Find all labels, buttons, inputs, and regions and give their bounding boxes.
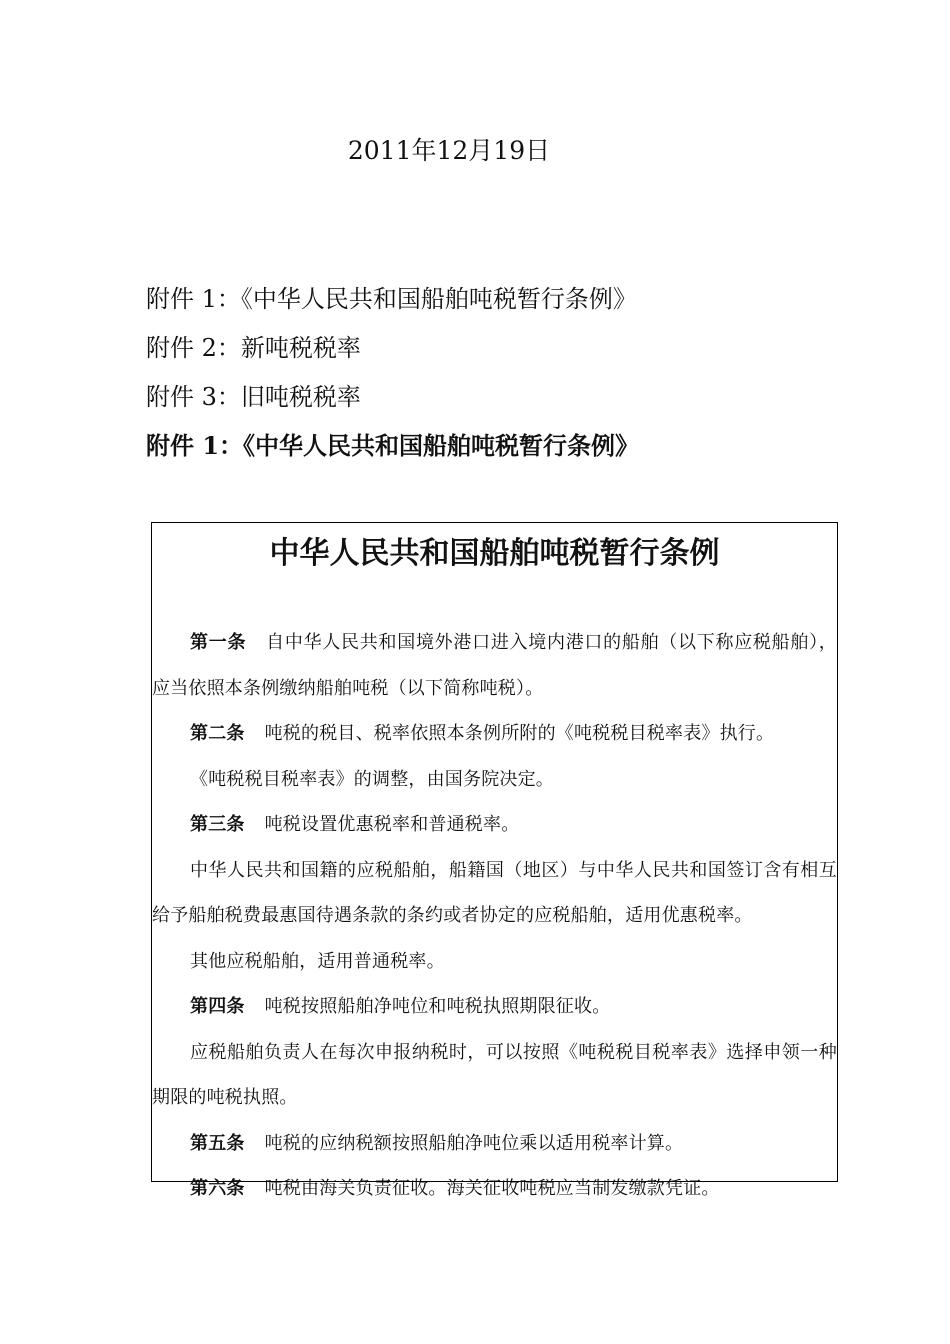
article-paragraph xyxy=(152,1166,837,1212)
article-label: 第四条 xyxy=(190,996,245,1017)
article-label: 第六条 xyxy=(190,1178,245,1199)
article-text: 中华人民共和国籍的应税船舶，船籍国（地区）与中华人民共和国签订含有相互给予船舶税费最惠国待遇条款的条约或者协定的应税船舶，适用优惠税率。 xyxy=(152,859,837,926)
attachment-item-1: 附件 1：《中华人民共和国船舶吨税暂行条例》 xyxy=(146,285,637,313)
document-date: 2011年12月19日 xyxy=(347,136,551,165)
article-label: 第五条 xyxy=(190,1132,245,1154)
article-text: 应税船舶负责人在每次申报纳税时，可以按照《吨税税目税率表》选择申领一种期限的吨税执照。 xyxy=(152,1041,837,1108)
article-text: 吨税按照船舶净吨位和吨税执照期限征收。 xyxy=(264,996,611,1017)
article-text: 吨税设置优惠税率和普通税率。 xyxy=(264,814,520,835)
article-paragraph xyxy=(152,711,837,757)
article-paragraph xyxy=(152,1030,837,1121)
article-paragraph xyxy=(152,984,837,1030)
article-text: 其他应税船舶，适用普通税率。 xyxy=(190,950,445,972)
article-text: 自中华人民共和国境外港口进入境内港口的船舶（以下称应税船舶），应当依照本条例缴纳船舶吨税（以下简称吨税）。 xyxy=(152,632,837,699)
regulation-title: 中华人民共和国船舶吨税暂行条例 xyxy=(269,536,720,571)
article-paragraph xyxy=(152,939,837,985)
attachment-item-2: 附件 2：新吨税税率 xyxy=(146,334,361,362)
article-paragraph xyxy=(152,848,837,939)
regulation-body xyxy=(152,620,837,1212)
attachment-list xyxy=(146,282,866,478)
attachment-item-3: 附件 3：旧吨税税率 xyxy=(146,383,361,411)
article-paragraph xyxy=(152,802,837,848)
attachment-heading: 附件 1：《中华人民共和国船舶吨税暂行条例》 xyxy=(146,431,640,460)
article-label: 第二条 xyxy=(190,723,245,744)
article-text: 《吨税税目税率表》的调整，由国务院决定。 xyxy=(190,768,554,790)
article-paragraph xyxy=(152,757,837,803)
article-paragraph xyxy=(152,620,837,711)
article-label: 第三条 xyxy=(190,814,245,835)
article-label: 第一条 xyxy=(190,632,247,653)
article-text: 吨税的应纳税额按照船舶净吨位乘以适用税率计算。 xyxy=(264,1132,684,1154)
article-text: 吨税由海关负责征收。海关征收吨税应当制发缴款凭证。 xyxy=(264,1178,720,1199)
regulation-box xyxy=(151,522,838,1199)
article-text: 吨税的税目、税率依照本条例所附的《吨税税目税率表》执行。 xyxy=(264,723,775,744)
article-paragraph xyxy=(152,1121,837,1167)
